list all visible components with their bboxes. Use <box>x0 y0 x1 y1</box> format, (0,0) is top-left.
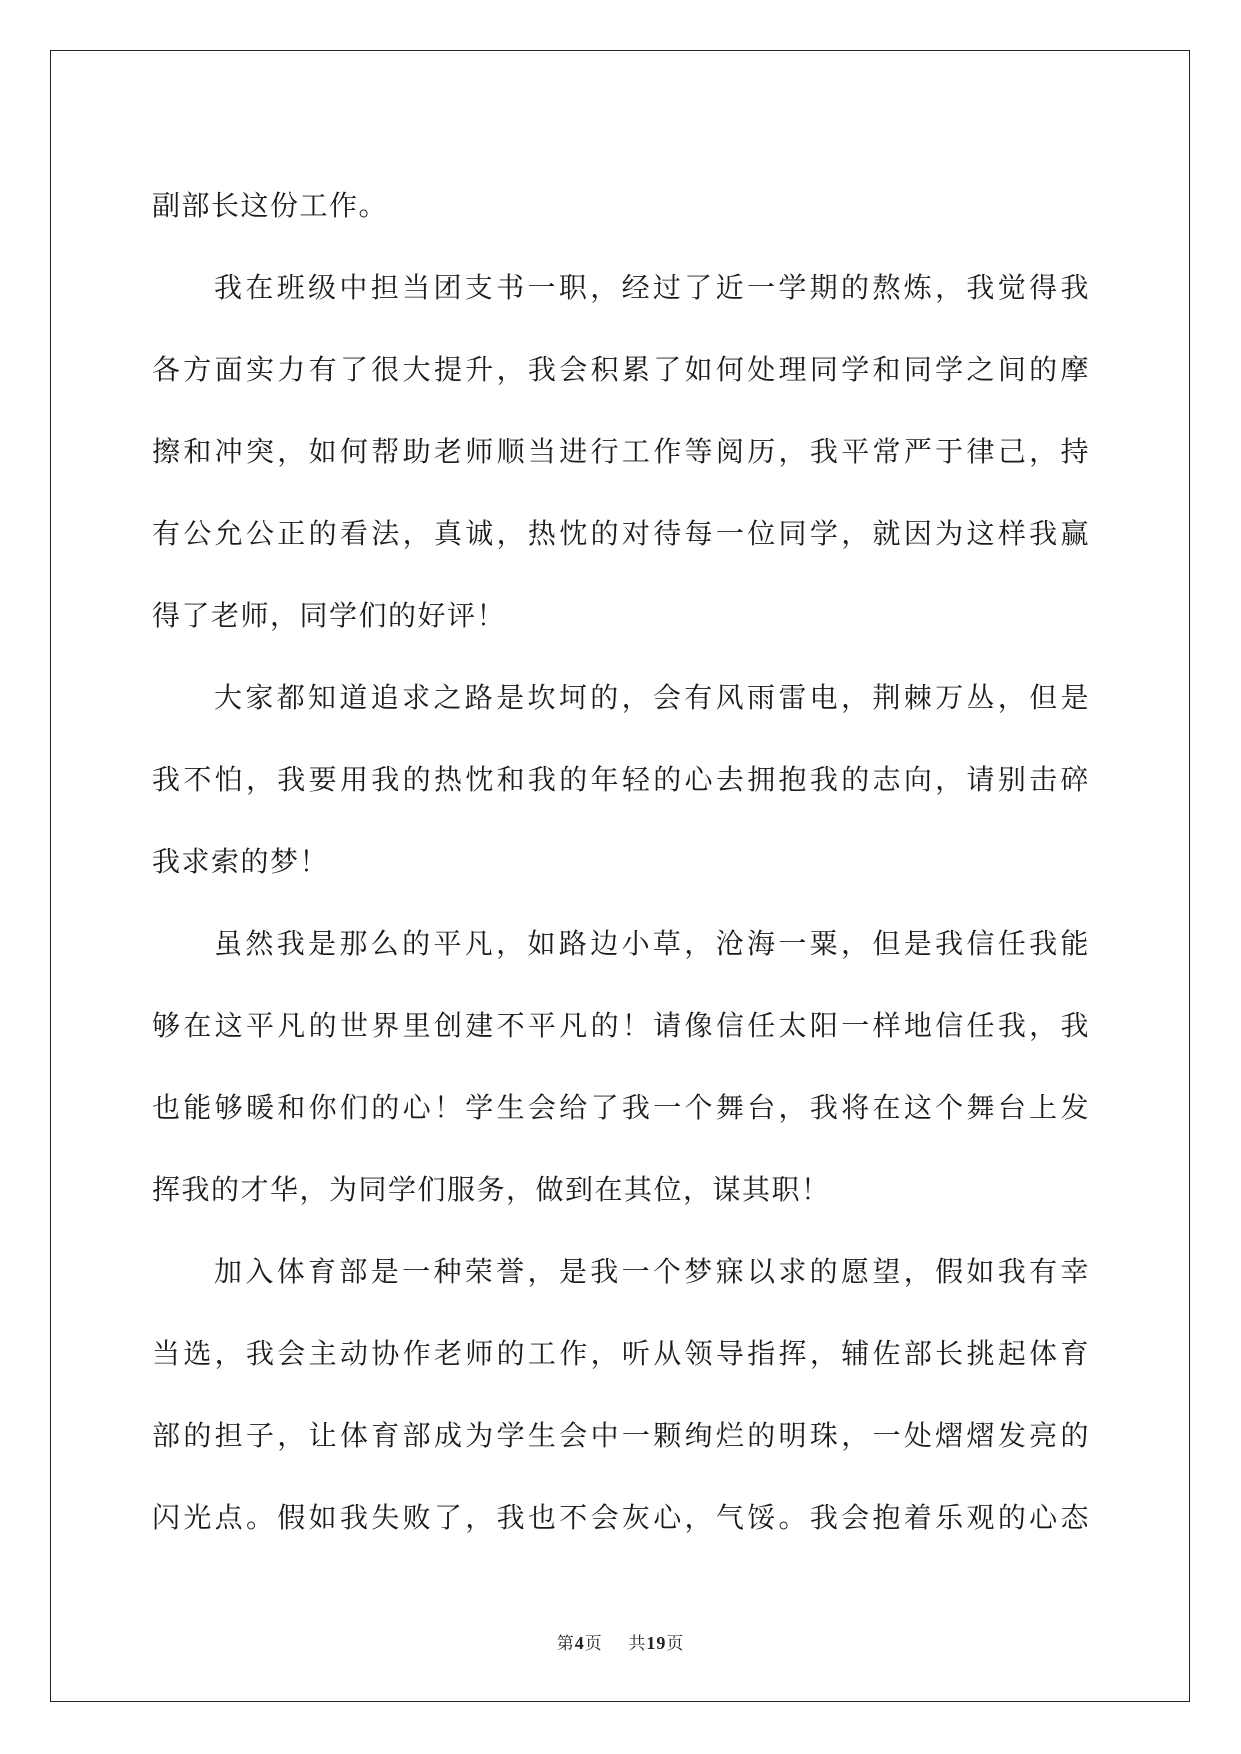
document-body <box>152 165 1090 1559</box>
text-line: 我求索的梦！ <box>152 845 330 878</box>
text-line: 副部长这份工作。 <box>152 189 389 222</box>
footer-page-suffix: 页 <box>584 1634 603 1654</box>
text-line: 有公允公正的看法，真诚，热忱的对待每一位同学，就因为这样我赢 <box>152 517 1090 550</box>
text-line: 当选，我会主动协作老师的工作，听从领导指挥，辅佐部长挑起体育 <box>152 1337 1090 1370</box>
text-line: 也能够暖和你们的心！学生会给了我一个舞台，我将在这个舞台上发 <box>152 1091 1090 1124</box>
total-page-count: 19 <box>646 1633 667 1653</box>
text-line: 得了老师，同学们的好评！ <box>152 599 507 632</box>
text-line: 大家都知道追求之路是坎坷的，会有风雨雷电，荆棘万丛，但是 <box>214 681 1090 714</box>
current-page-number: 4 <box>574 1633 585 1653</box>
text-line: 加入体育部是一种荣誉，是我一个梦寐以求的愿望，假如我有幸 <box>214 1255 1090 1288</box>
footer-total-prefix: 共 <box>628 1634 647 1654</box>
text-line: 我不怕，我要用我的热忱和我的年轻的心去拥抱我的志向，请别击碎 <box>152 763 1090 796</box>
footer-total-suffix: 页 <box>666 1634 685 1654</box>
text-line: 我在班级中担当团支书一职，经过了近一学期的熬炼，我觉得我 <box>214 271 1090 304</box>
text-line: 虽然我是那么的平凡，如路边小草，沧海一粟，但是我信任我能 <box>214 927 1090 960</box>
text-line: 闪光点。假如我失败了，我也不会灰心，气馁。我会抱着乐观的心态 <box>152 1501 1090 1534</box>
text-line: 挥我的才华，为同学们服务，做到在其位，谋其职！ <box>152 1173 831 1206</box>
text-line: 各方面实力有了很大提升，我会积累了如何处理同学和同学之间的摩 <box>152 353 1090 386</box>
footer-prefix: 第 <box>556 1634 575 1654</box>
page-footer <box>0 1629 1241 1654</box>
text-line: 部的担子，让体育部成为学生会中一颗绚烂的明珠，一处熠熠发亮的 <box>152 1419 1090 1452</box>
text-line: 擦和冲突，如何帮助老师顺当进行工作等阅历，我平常严于律己，持 <box>152 435 1090 468</box>
text-line: 够在这平凡的世界里创建不平凡的！请像信任太阳一样地信任我，我 <box>152 1009 1090 1042</box>
